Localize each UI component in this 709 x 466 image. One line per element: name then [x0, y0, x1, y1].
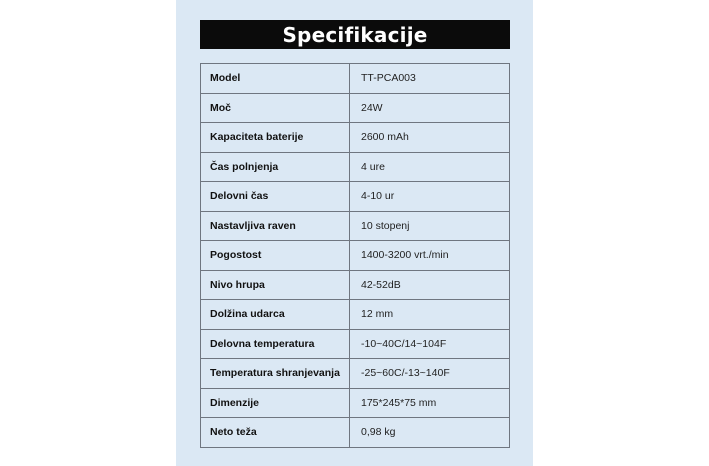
spec-value-dimensions: 175*245*75 mm: [350, 388, 510, 418]
spec-label-frequency: Pogostost: [201, 241, 350, 271]
table-row: [201, 388, 510, 418]
spec-label-operating-temp: Delovna temperatura: [201, 329, 350, 359]
spec-label-battery: Kapaciteta baterije: [201, 123, 350, 153]
table-row: [201, 300, 510, 330]
spec-value-power: 24W: [350, 93, 510, 123]
table-row: [201, 182, 510, 212]
spec-value-model: TT-PCA003: [350, 64, 510, 94]
spec-label-dimensions: Dimenzije: [201, 388, 350, 418]
spec-title: Specifikacije: [200, 20, 510, 49]
spec-value-frequency: 1400-3200 vrt./min: [350, 241, 510, 271]
spec-value-noise: 42-52dB: [350, 270, 510, 300]
table-row: [201, 270, 510, 300]
table-row: [201, 329, 510, 359]
spec-label-net-weight: Neto teža: [201, 418, 350, 448]
spec-value-operating-temp: -10~40C/14~104F: [350, 329, 510, 359]
spec-label-adjustable-level: Nastavljiva raven: [201, 211, 350, 241]
spec-label-storage-temp: Temperatura shranjevanja: [201, 359, 350, 389]
spec-label-noise: Nivo hrupa: [201, 270, 350, 300]
spec-value-net-weight: 0,98 kg: [350, 418, 510, 448]
table-row: [201, 359, 510, 389]
spec-label-charging-time: Čas polnjenja: [201, 152, 350, 182]
table-row: [201, 152, 510, 182]
spec-value-stroke-length: 12 mm: [350, 300, 510, 330]
table-row: [201, 64, 510, 94]
spec-label-working-time: Delovni čas: [201, 182, 350, 212]
spec-value-battery: 2600 mAh: [350, 123, 510, 153]
table-row: [201, 123, 510, 153]
spec-value-storage-temp: -25~60C/-13~140F: [350, 359, 510, 389]
table-row: [201, 241, 510, 271]
table-row: [201, 211, 510, 241]
table-row: [201, 418, 510, 448]
spec-label-power: Moč: [201, 93, 350, 123]
spec-label-stroke-length: Dolžina udarca: [201, 300, 350, 330]
spec-label-model: Model: [201, 64, 350, 94]
spec-value-adjustable-level: 10 stopenj: [350, 211, 510, 241]
spec-table: [200, 63, 510, 448]
spec-value-charging-time: 4 ure: [350, 152, 510, 182]
table-row: [201, 93, 510, 123]
spec-value-working-time: 4-10 ur: [350, 182, 510, 212]
